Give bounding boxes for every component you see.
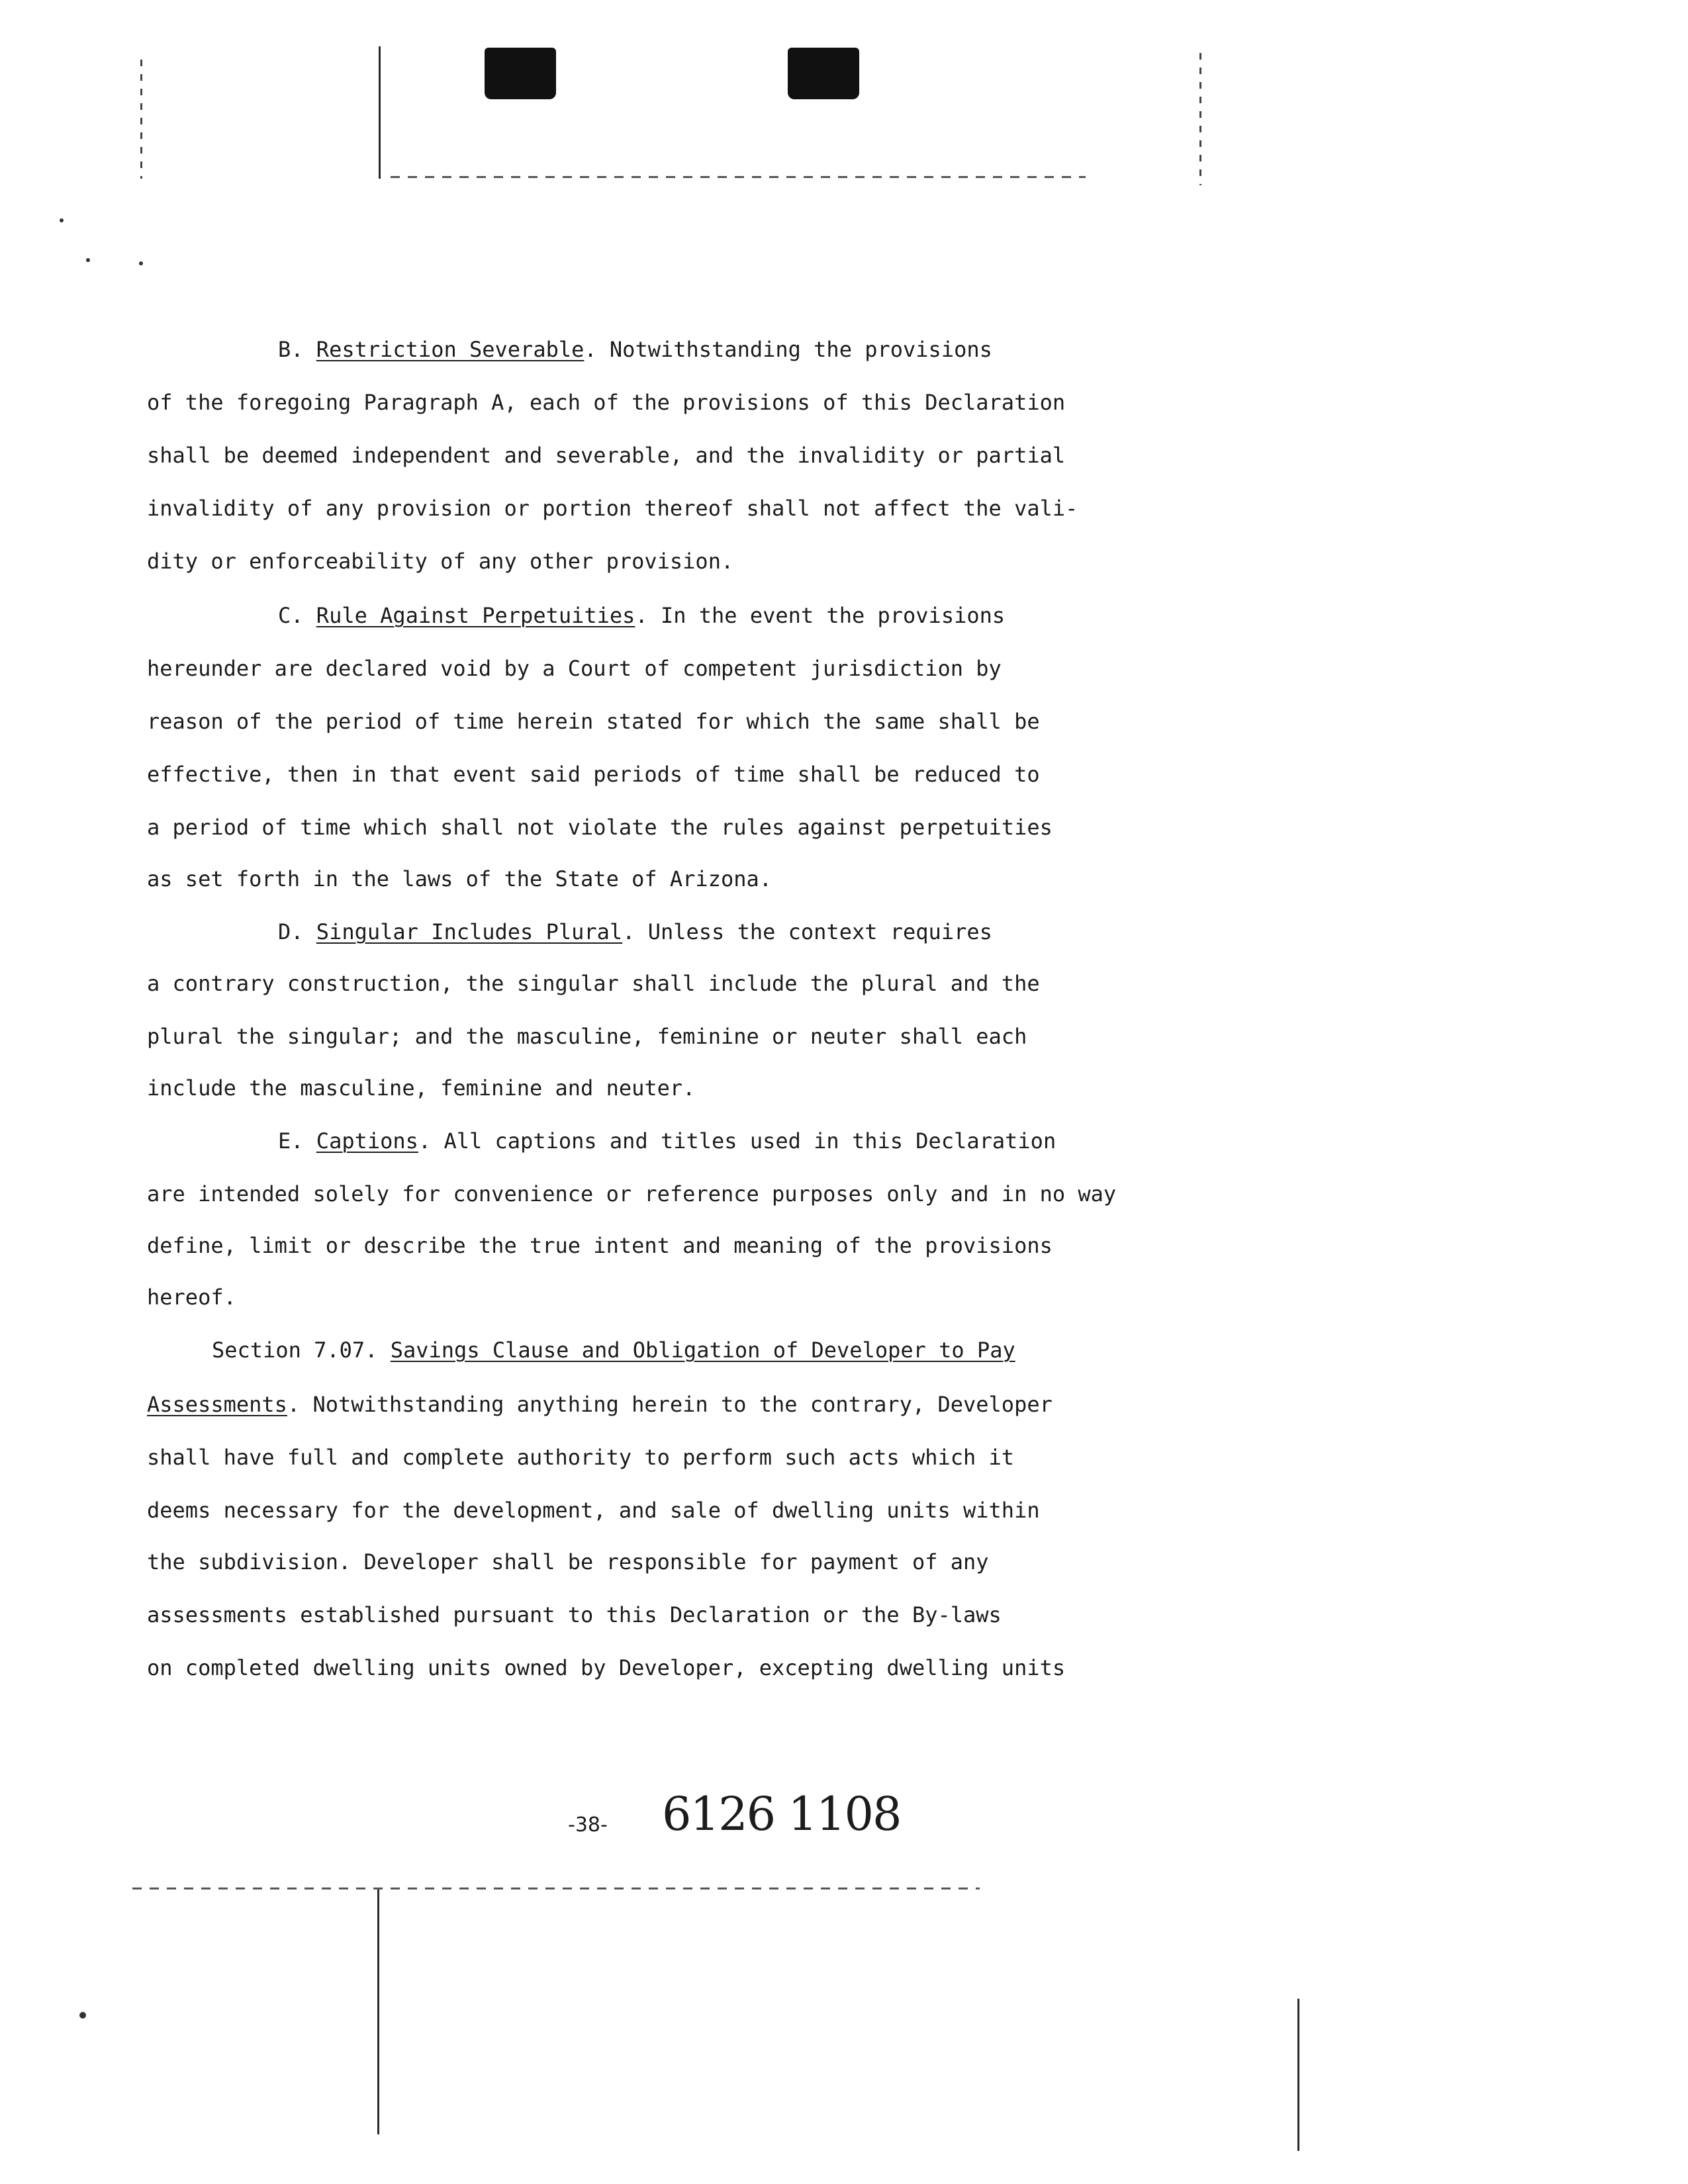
scan-speck — [139, 261, 143, 265]
paragraph-c-heading: Rule Against Perpetuities — [316, 603, 635, 628]
section-707-line: on completed dwelling units owned by Developer, excepting dwelling units — [147, 1655, 1066, 1680]
scan-blot-right — [788, 48, 859, 99]
scan-blot-left — [485, 48, 556, 99]
paragraph-d-first: . Unless the context requires — [622, 919, 992, 944]
scan-margin-line — [377, 1889, 379, 2134]
scan-footer-dash — [132, 1888, 980, 1889]
section-707-heading-line-2 — [147, 1391, 1180, 1418]
paragraph-c-heading-line — [278, 602, 1311, 629]
paragraph-e-line: hereof. — [147, 1285, 236, 1310]
paragraph-e-label: E. — [278, 1128, 304, 1154]
paragraph-e-line: define, limit or describe the true intent and meaning of the provisions — [147, 1233, 1053, 1258]
paragraph-b-heading: Restriction Severable — [316, 337, 585, 362]
section-707-label: Section 7.07. — [212, 1338, 378, 1363]
paragraph-d-line: include the masculine, feminine and neuter. — [147, 1075, 696, 1101]
paragraph-c-line: a period of time which shall not violate the rules against perpetuities — [147, 815, 1053, 840]
scan-speck — [60, 218, 64, 222]
scan-header-dash — [391, 176, 1086, 178]
paragraph-c-first: . In the event the provisions — [635, 603, 1006, 628]
paragraph-c-line: reason of the period of time herein stated for which the same shall be — [147, 709, 1040, 734]
section-707-heading: Savings Clause and Obligation of Developer to Pay — [390, 1338, 1015, 1363]
paragraph-b-heading-line — [278, 336, 1311, 363]
paragraph-c-line: as set forth in the laws of the State of Arizona. — [147, 866, 773, 891]
paragraph-b-line: dity or enforceability of any other provision. — [147, 549, 734, 574]
scan-margin-dash — [140, 60, 142, 179]
paragraph-d-line: a contrary construction, the singular shall include the plural and the — [147, 971, 1040, 996]
section-707-line: assessments established pursuant to this Declaration or the By-laws — [147, 1602, 1002, 1627]
paragraph-d-heading: Singular Includes Plural — [316, 919, 623, 944]
paragraph-b-line: shall be deemed independent and severable, and the invalidity or partial — [147, 443, 1066, 468]
scan-margin-line — [379, 46, 381, 179]
paragraph-d-line: plural the singular; and the masculine, feminine or neuter shall each — [147, 1024, 1027, 1049]
section-707-heading-line — [212, 1337, 1244, 1363]
paragraph-e-line: are intended solely for convenience or reference purposes only and in no way — [147, 1181, 1117, 1206]
paragraph-d-heading-line — [278, 919, 1311, 945]
paragraph-b-first: . Notwithstanding the provisions — [584, 337, 992, 362]
paragraph-d-label: D. — [278, 919, 304, 944]
paragraph-b-label: B. — [278, 337, 304, 362]
paragraph-c-label: C. — [278, 603, 304, 628]
paragraph-e-heading-line — [278, 1128, 1311, 1154]
paragraph-c-line: effective, then in that event said periods of time shall be reduced to — [147, 762, 1040, 787]
section-707-line: the subdivision. Developer shall be responsible for payment of any — [147, 1549, 989, 1574]
paragraph-b-line: of the foregoing Paragraph A, each of the provisions of this Declaration — [147, 390, 1066, 415]
page-number: -38- — [568, 1813, 608, 1837]
scan-speck — [86, 258, 90, 262]
section-707-heading-2: Assessments — [147, 1392, 287, 1417]
scan-margin-line — [1297, 1999, 1299, 2151]
paragraph-c-line: hereunder are declared void by a Court of competent jurisdiction by — [147, 656, 1002, 681]
scan-speck — [79, 2012, 86, 2019]
section-707-line: deems necessary for the development, and sale of dwelling units within — [147, 1498, 1040, 1523]
section-707-first: . Notwithstanding anything herein to the contrary, Developer — [287, 1392, 1053, 1417]
section-707-line: shall have full and complete authority to perform such acts which it — [147, 1445, 1015, 1470]
scan-margin-dash — [1199, 53, 1201, 185]
paragraph-e-first: . All captions and titles used in this Declaration — [418, 1128, 1056, 1154]
paragraph-b-line: invalidity of any provision or portion thereof shall not affect the vali- — [147, 496, 1078, 521]
paragraph-e-heading: Captions — [316, 1128, 418, 1154]
recording-stamp: 6126 1108 — [662, 1787, 901, 1841]
